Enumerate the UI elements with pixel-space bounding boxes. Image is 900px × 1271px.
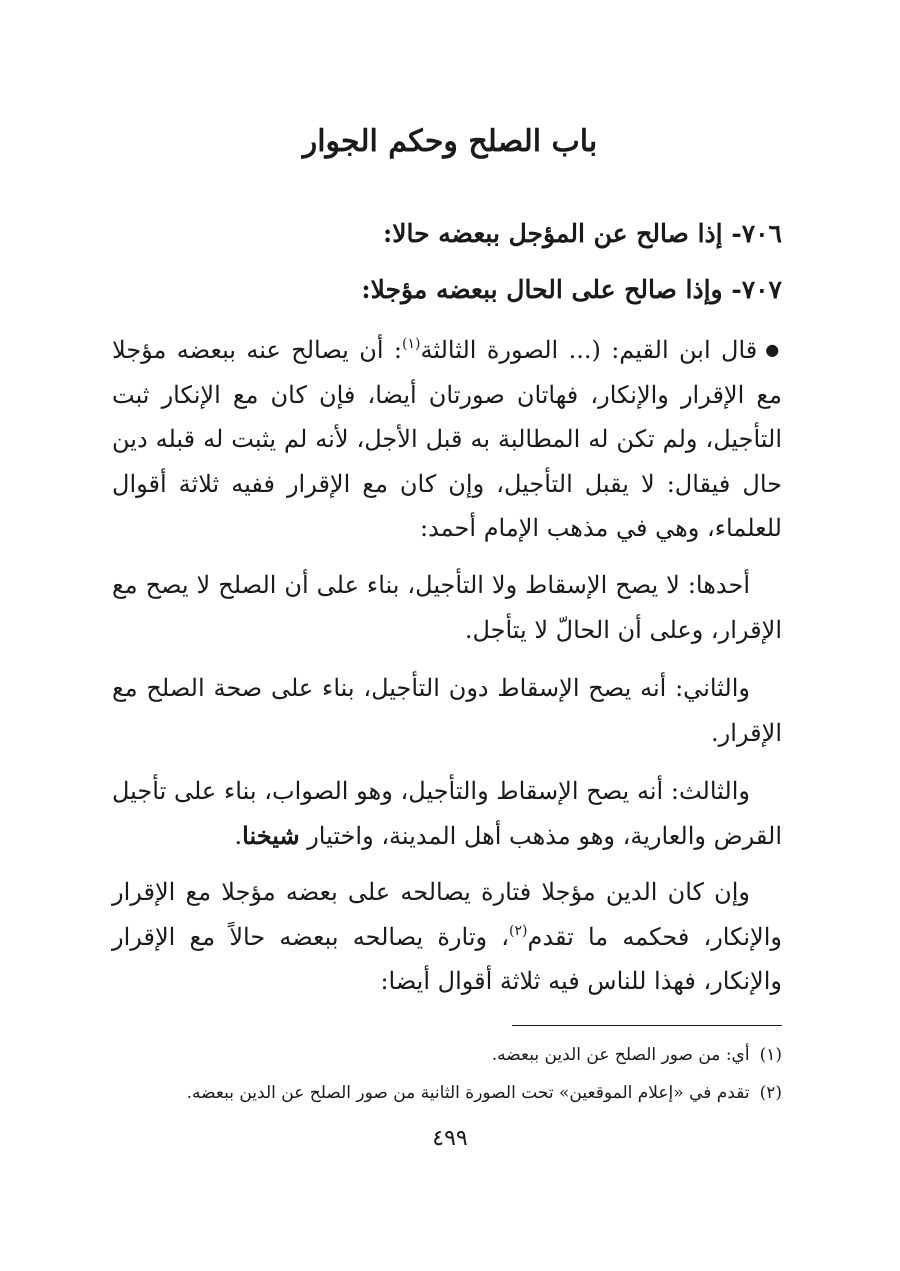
paragraph-third-opinion	[112, 769, 782, 858]
footnote-ref-2: (٢)	[509, 922, 528, 939]
footnote-1-number: (١)	[759, 1045, 782, 1065]
quote-intro: قال ابن القيم: (... الصورة الثالثة	[420, 336, 758, 364]
footnote-2	[112, 1080, 782, 1106]
footnote-2-number: (٢)	[759, 1083, 782, 1103]
deferred-debt-body: ، وتارة يصالحه ببعضه حالاً مع الإقرار والإنكار، فهذا للناس فيه ثلاثة أقوال أيضا:	[112, 922, 782, 995]
issue-heading-706: ٧٠٦- إذا صالح عن المؤجل ببعضه حالا:	[383, 219, 782, 248]
paragraph-second-opinion: والثاني: أنه يصح الإسقاط دون التأجيل، بناء على صحة الصلح مع الإقرار.	[112, 674, 782, 747]
footnote-ref-1: (١)	[402, 336, 421, 352]
deferred-debt-intro: وإن كان الدين مؤجلا فتارة يصالحه على بعضه مؤجلا مع الإقرار والإنكار، فحكمه ما تقدم	[112, 878, 782, 951]
third-opinion-end: .	[234, 821, 243, 850]
footnote-divider	[512, 1025, 782, 1026]
shaykhuna-bold: شيخنا	[242, 820, 300, 850]
footnote-1-text: أي: من صور الصلح عن الدين ببعضه.	[491, 1045, 750, 1065]
third-opinion-text: والثالث: أنه يصح الإسقاط والتأجيل، وهو الصواب، بناء على تأجيل القرض والعارية، وهو مذهب أهل المدينة، واختيار	[112, 777, 782, 850]
chapter-title: باب الصلح وحكم الجوار	[302, 124, 598, 159]
paragraph-first-opinion: أحدها: لا يصح الإسقاط ولا التأجيل، بناء على أن الصلح لا يصح مع الإقرار، وعلى أن الحالّ لا يتأجل.	[112, 571, 782, 644]
quote-body: : أن يصالح عنه ببعضه مؤجلا مع الإقرار والإنكار، فهاتان صورتان أيضا، فإن كان مع الإنكار ثبت التأجيل، ولم تكن له المطالبة به قبل الأجل، لأنه لم يثبت له قبله دين حال فيقال: لا يقبل التأجيل، وإن كان مع الإقرار ففيه ثلاثة أقوال للعلماء، وهي في مذهب الإمام أحمد:	[112, 336, 782, 542]
page-number: ٤٩٩	[432, 1126, 468, 1151]
footnote-2-text: تقدم في «إعلام الموقعين» تحت الصورة الثانية من صور الصلح عن الدين ببعضه.	[186, 1083, 750, 1103]
footnote-1	[112, 1042, 782, 1068]
paragraph-deferred-debt	[112, 870, 782, 1004]
paragraph-ibn-alqayyim-quote	[112, 328, 782, 551]
issue-heading-707: ٧٠٧- وإذا صالح على الحال ببعضه مؤجلا:	[361, 275, 782, 304]
bullet-icon: ●	[765, 340, 783, 359]
